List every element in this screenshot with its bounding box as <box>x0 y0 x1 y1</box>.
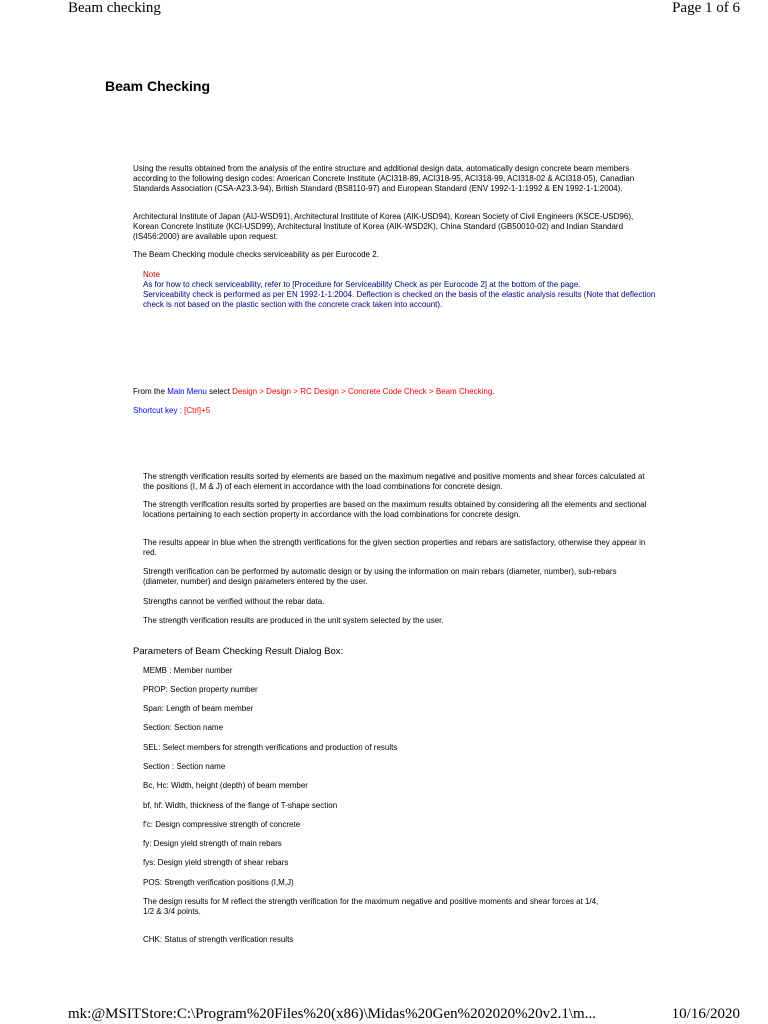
param-item: f'c: Design compressive strength of concrete <box>143 820 301 829</box>
header-title: Beam checking <box>68 0 161 16</box>
param-item: POS: Strength verification positions (I,M,J) <box>143 878 294 887</box>
param-item: MEMB : Member number <box>143 666 233 675</box>
param-item: fys: Design yield strength of shear rebars <box>143 858 289 867</box>
body-paragraph-5: Strengths cannot be verified without the rebar data. <box>143 597 325 606</box>
param-item: fy: Design yield strength of main rebars <box>143 839 282 848</box>
param-item: SEL: Select members for strength verifications and production of results <box>143 743 398 752</box>
shortcut-line <box>133 406 210 416</box>
body-paragraph-1: The strength verification results sorted by elements are based on the maximum negative and positive moments and shear forces calculated at the positions (I, M & J) of each element in accordance with the load combinations for concrete design. <box>143 472 645 491</box>
note-label: Note <box>143 270 160 279</box>
body-paragraph-2: The strength verification results sorted by properties are based on the maximum results obtained by considering all the elements and sectional locations pertaining to each section property in accordance with the load combinations for concrete design. <box>143 500 647 519</box>
main-menu-link[interactable]: Main Menu <box>167 387 207 396</box>
pos-note <box>143 897 653 917</box>
intro-paragraph-2: Architectural Institute of Japan (AIJ-WSD91), Architectural Institute of Korea (AIK-USD94), Korean Society of Civil Engineers (KSCE-USD96), Korean Concrete Institute (KCI-USD99), Architectural Institute of Korea (AIK-WSD2K), China Standard (GB50010-02) and Indian Standard (IS456:2000) are available upon request. <box>133 212 634 241</box>
pos-note-line-2: 1/2 & 3/4 points. <box>143 907 201 916</box>
shortcut-label: Shortcut key : <box>133 406 185 415</box>
print-date: 10/16/2020 <box>671 1006 740 1022</box>
body-paragraph-6: The strength verification results are produced in the unit system selected by the user. <box>143 616 444 625</box>
menu-path-line <box>133 387 495 397</box>
page-number: Page 1 of 6 <box>672 0 740 16</box>
intro-paragraph-1: Using the results obtained from the analysis of the entire structure and additional design data, automatically design concrete beam members according to the following design codes: American Concrete Institute (ACI318-89, ACI318-95, ACI318-99, ACI318-02 & ACI318-05), Canadian Standards Association (CSA-A23.3-94), British Standard (BS8110-97) and European Standard (ENV 1992-1-1:1992 & EN 1992-1-1:2004). <box>133 164 635 193</box>
menu-path[interactable]: Design > Design > RC Design > Concrete Code Check > Beam Checking <box>232 387 493 396</box>
note-line-1: As for how to check serviceability, refer to [Procedure for Serviceability Check as per Eurocode 2] at the bottom of the page. <box>143 280 581 289</box>
note-block <box>143 270 663 310</box>
note-line-2: Serviceability check is performed as per EN 1992-1-1:2004. Deflection is checked on the basis of the elastic analysis results (Note that deflection check is not based on the plastic section with the concrete crack taken into account). <box>143 290 656 309</box>
param-item: Span: Length of beam member <box>143 704 254 713</box>
param-item: Section: Section name <box>143 723 224 732</box>
body-paragraph-4: Strength verification can be performed by automatic design or by using the information on main rebars (diameter, number), sub-rebars (diameter, number) and design parameters entered by the user. <box>143 567 617 586</box>
page-title: Beam Checking <box>105 78 211 94</box>
intro-paragraph-3: The Beam Checking module checks serviceability as per Eurocode 2. <box>133 250 379 259</box>
pos-note-line-1: The design results for M reflect the strength verification for the maximum negative and positive moments and shear forces at 1/4, <box>143 897 599 906</box>
menu-path-prefix: From the <box>133 387 168 396</box>
menu-path-select: select <box>206 387 233 396</box>
param-item: Bc, Hc: Width, height (depth) of beam member <box>143 781 308 790</box>
shortcut-key: [Ctrl]+5 <box>184 406 211 415</box>
param-item: Section : Section name <box>143 762 226 771</box>
param-item: PROP: Section property number <box>143 685 258 694</box>
body-paragraph-3: The results appear in blue when the strength verifications for the given section properties and rebars are satisfactory, otherwise they appear in red. <box>143 538 646 557</box>
params-heading: Parameters of Beam Checking Result Dialog Box: <box>133 646 344 657</box>
source-path: mk:@MSITStore:C:\Program%20Files%20(x86)\Midas%20Gen%202020%20v2.1\m... <box>68 1006 596 1022</box>
menu-path-period: . <box>492 387 495 396</box>
param-item-chk: CHK: Status of strength verification results <box>143 935 294 944</box>
param-item: bf, hf: Width, thickness of the flange of T-shape section <box>143 801 338 810</box>
